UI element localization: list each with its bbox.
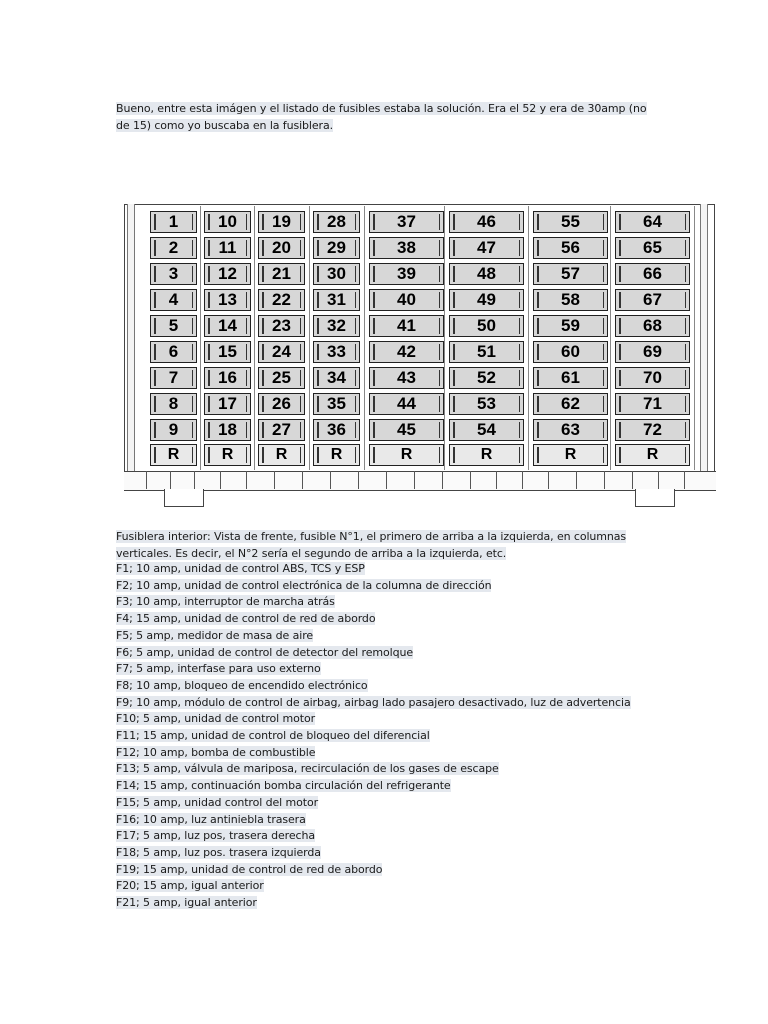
fuse-list-item-text: F14; 15 amp, continuación bomba circulación del refrigerante: [116, 779, 451, 793]
fuse-slot: 71: [615, 393, 690, 415]
fuse-slot: 53: [449, 393, 524, 415]
fuse-slot: 66: [615, 263, 690, 285]
fuse-slot: 14: [204, 315, 251, 337]
fuse-slot: 18: [204, 419, 251, 441]
fuse-list-item: [116, 778, 631, 795]
fuse-slot: 52: [449, 367, 524, 389]
fuse-list-item-text: F4; 15 amp, unidad de control de red de abordo: [116, 612, 376, 626]
relay-slot: R: [533, 444, 608, 466]
fuse-list-item: [116, 628, 631, 645]
column-divider: [528, 206, 529, 470]
fuse-slot: 9: [150, 419, 197, 441]
fuse-slot: 4: [150, 289, 197, 311]
fuse-list-item-text: F17; 5 amp, luz pos, trasera derecha: [116, 829, 315, 843]
rail-tick: [302, 471, 303, 489]
fuse-slot: 35: [313, 393, 360, 415]
fuse-list-item-text: F8; 10 amp, bloqueo de encendido electrónico: [116, 678, 368, 692]
rail-tick: [604, 471, 605, 489]
fuse-slot: 41: [369, 315, 444, 337]
fuse-list-item: [116, 745, 631, 762]
relay-slot: R: [313, 444, 360, 466]
fuse-list-item: [116, 795, 631, 812]
fuse-list-item-text: F13; 5 amp, válvula de mariposa, recirculación de los gases de escape: [116, 762, 499, 776]
fuse-slot: 24: [258, 341, 305, 363]
fuse-slot: 55: [533, 211, 608, 233]
fuse-slot: 39: [369, 263, 444, 285]
fuse-slot: 11: [204, 237, 251, 259]
column-divider: [254, 206, 255, 470]
rail-tick: [358, 471, 359, 489]
fuse-slot: 49: [449, 289, 524, 311]
fuse-slot: 2: [150, 237, 197, 259]
fuse-slot: 72: [615, 419, 690, 441]
fuse-slot: 7: [150, 367, 197, 389]
fuse-slot: 20: [258, 237, 305, 259]
fuse-list-item: [116, 711, 631, 728]
fuse-list-item: [116, 578, 631, 595]
fuse-list-item: [116, 845, 631, 862]
fuse-slot: 21: [258, 263, 305, 285]
fuse-list-item: [116, 645, 631, 662]
fuse-list-item: [116, 728, 631, 745]
fuse-slot: 68: [615, 315, 690, 337]
fuse-slot: 6: [150, 341, 197, 363]
fuse-slot: 5: [150, 315, 197, 337]
relay-slot: R: [150, 444, 197, 466]
fuse-slot: 60: [533, 341, 608, 363]
fuse-slot: 48: [449, 263, 524, 285]
fuse-slot: 59: [533, 315, 608, 337]
fuse-slot: 27: [258, 419, 305, 441]
fuse-slot: 36: [313, 419, 360, 441]
fuse-slot: 16: [204, 367, 251, 389]
fuse-slot: 67: [615, 289, 690, 311]
column-divider: [694, 206, 695, 470]
fuse-list-item: [116, 812, 631, 829]
fuse-list-item-text: F15; 5 amp, unidad control del motor: [116, 795, 318, 809]
fuse-list-item: [116, 661, 631, 678]
column-divider: [364, 206, 365, 470]
fuse-slot: 32: [313, 315, 360, 337]
fuse-list-item-text: F3; 10 amp, interruptor de marcha atrás: [116, 595, 335, 609]
column-divider: [610, 206, 611, 470]
fuse-slot: 31: [313, 289, 360, 311]
rail-tick: [146, 471, 147, 489]
fuse-box-left-rail: [127, 204, 135, 487]
fuse-slot: 54: [449, 419, 524, 441]
description-paragraph: [116, 528, 656, 562]
fuse-box-bottom-rail: [124, 471, 716, 491]
fuse-slot: 63: [533, 419, 608, 441]
fuse-slot: 37: [369, 211, 444, 233]
fuse-slot: 3: [150, 263, 197, 285]
rail-tick: [274, 471, 275, 489]
fuse-box-right-rail: [700, 204, 708, 487]
fuse-list-item-text: F21; 5 amp, igual anterior: [116, 896, 257, 910]
fuse-list-item: [116, 611, 631, 628]
fuse-slot: 22: [258, 289, 305, 311]
fuse-list-item: [116, 761, 631, 778]
fuse-slot: 45: [369, 419, 444, 441]
fuse-slot: 69: [615, 341, 690, 363]
fuse-slot: 30: [313, 263, 360, 285]
fuse-slot: 13: [204, 289, 251, 311]
fuse-list-item-text: F7; 5 amp, interfase para uso externo: [116, 662, 321, 676]
fuse-slot: 65: [615, 237, 690, 259]
fuse-slot: 40: [369, 289, 444, 311]
column-divider: [309, 206, 310, 470]
column-divider: [444, 206, 445, 470]
fuse-box-left-foot: [164, 489, 204, 507]
fuse-slot: 47: [449, 237, 524, 259]
relay-slot: R: [449, 444, 524, 466]
rail-tick: [632, 471, 633, 489]
fuse-slot: 1: [150, 211, 197, 233]
fuse-slot: 29: [313, 237, 360, 259]
fuse-slot: 70: [615, 367, 690, 389]
fuse-list: [116, 561, 631, 912]
fuse-list-item: [116, 594, 631, 611]
fuse-list-item-text: F6; 5 amp, unidad de control de detector del remolque: [116, 645, 413, 659]
fuse-slot: 42: [369, 341, 444, 363]
description-text: Fusiblera interior: Vista de frente, fusible N°1, el primero de arriba a la izquierda, en columnas verticales. Es decir, el N°2 sería el segundo de arriba a la izquierda, etc.: [116, 530, 627, 560]
fuse-slot: 43: [369, 367, 444, 389]
rail-tick: [658, 471, 659, 489]
fuse-list-item-text: F12; 10 amp, bomba de combustible: [116, 745, 316, 759]
fuse-slot: 26: [258, 393, 305, 415]
fuse-slot: 51: [449, 341, 524, 363]
fuse-list-item-text: F10; 5 amp, unidad de control motor: [116, 712, 316, 726]
fuse-list-item-text: F18; 5 amp, luz pos. trasera izquierda: [116, 845, 321, 859]
fuse-slot: 25: [258, 367, 305, 389]
intro-paragraph: [116, 100, 661, 134]
fuse-list-item: [116, 678, 631, 695]
fuse-slot: 56: [533, 237, 608, 259]
fuse-slot: 50: [449, 315, 524, 337]
fuse-slot: 61: [533, 367, 608, 389]
rail-tick: [220, 471, 221, 489]
fuse-list-item-text: F5; 5 amp, medidor de masa de aire: [116, 628, 314, 642]
rail-tick: [414, 471, 415, 489]
fuse-slot: 19: [258, 211, 305, 233]
rail-tick: [496, 471, 497, 489]
rail-tick: [548, 471, 549, 489]
rail-tick: [246, 471, 247, 489]
fuse-list-item-text: F11; 15 amp, unidad de control de bloqueo del diferencial: [116, 729, 430, 743]
fuse-list-item: [116, 828, 631, 845]
fuse-slot: 17: [204, 393, 251, 415]
fuse-slot: 44: [369, 393, 444, 415]
fuse-slot: 34: [313, 367, 360, 389]
fuse-slot: 23: [258, 315, 305, 337]
intro-text: Bueno, entre esta imágen y el listado de fusibles estaba la solución. Era el 52 y era de 30amp (no de 15) como yo buscaba en la fusiblera.: [116, 102, 647, 132]
fuse-list-item-text: F2; 10 amp, unidad de control electrónica de la columna de dirección: [116, 578, 492, 592]
rail-tick: [386, 471, 387, 489]
fuse-list-item: [116, 895, 631, 912]
fuse-slot: 10: [204, 211, 251, 233]
rail-tick: [194, 471, 195, 489]
fuse-slot: 38: [369, 237, 444, 259]
fuse-slot: 33: [313, 341, 360, 363]
rail-tick: [442, 471, 443, 489]
fuse-list-item-text: F16; 10 amp, luz antiniebla trasera: [116, 812, 306, 826]
fuse-list-item-text: F1; 10 amp, unidad de control ABS, TCS y ESP: [116, 562, 365, 575]
fuse-slot: 15: [204, 341, 251, 363]
relay-slot: R: [258, 444, 305, 466]
fuse-list-item-text: F19; 15 amp, unidad de control de red de abordo: [116, 862, 383, 876]
fuse-slot: 12: [204, 263, 251, 285]
relay-slot: R: [204, 444, 251, 466]
fuse-list-item: [116, 862, 631, 879]
fuse-slot: 64: [615, 211, 690, 233]
fuse-slot: 58: [533, 289, 608, 311]
rail-tick: [522, 471, 523, 489]
fuse-list-item-text: F20; 15 amp, igual anterior: [116, 879, 264, 893]
relay-slot: R: [615, 444, 690, 466]
fuse-slot: 46: [449, 211, 524, 233]
column-divider: [200, 206, 201, 470]
fuse-list-item: [116, 561, 631, 578]
rail-tick: [330, 471, 331, 489]
relay-slot: R: [369, 444, 444, 466]
fuse-list-item: [116, 878, 631, 895]
rail-tick: [684, 471, 685, 489]
rail-tick: [470, 471, 471, 489]
fuse-slot: 8: [150, 393, 197, 415]
fuse-box-diagram: [124, 204, 716, 508]
rail-tick: [576, 471, 577, 489]
fuse-slot: 62: [533, 393, 608, 415]
fuse-slot: 57: [533, 263, 608, 285]
fuse-slot: 28: [313, 211, 360, 233]
fuse-list-item-text: F9; 10 amp, módulo de control de airbag, airbag lado pasajero desactivado, luz de advertencia: [116, 695, 631, 709]
fuse-list-item: [116, 695, 631, 712]
fuse-box-right-foot: [635, 489, 675, 507]
rail-tick: [170, 471, 171, 489]
